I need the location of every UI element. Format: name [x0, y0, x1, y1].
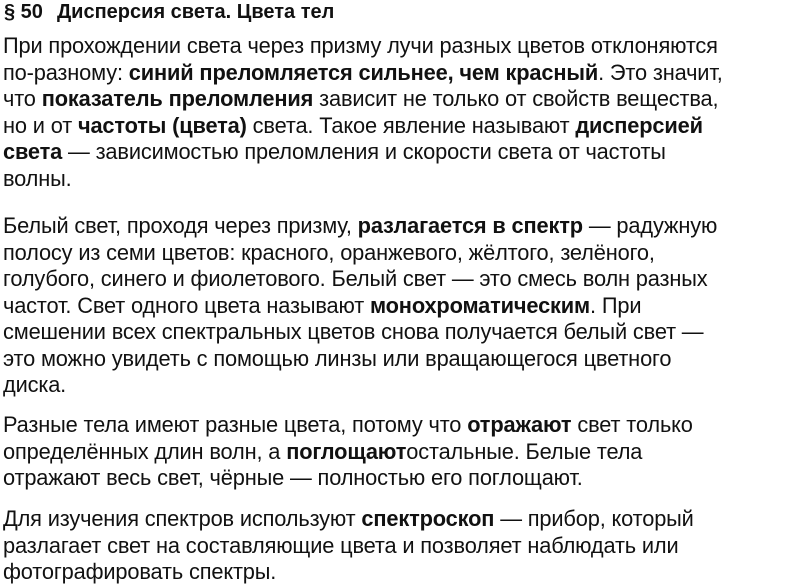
text-run: . Это значит,: [598, 59, 723, 85]
text-run: Белый свет, проходя через призму,: [3, 213, 358, 238]
text-run: диска.: [3, 372, 67, 397]
text-run: но и от: [3, 112, 78, 138]
text-run: Разные тела имеют разные цвета, потому что: [3, 412, 468, 437]
text-line: [3, 465, 799, 492]
paragraph-spectroscope: [3, 506, 799, 586]
section-heading: [4, 0, 334, 24]
text-run: голубого, синего и фиолетового. Белый свет — это смесь волн разных: [3, 266, 708, 291]
bold-term: разлагается в спектр: [357, 213, 583, 238]
text-line: [3, 266, 799, 293]
text-line: [3, 533, 799, 560]
text-line: [3, 86, 799, 113]
text-run: зависит не только от свойств вещества,: [313, 86, 719, 111]
text-line: [3, 113, 799, 140]
text-run: фотографировать спектры.: [3, 559, 277, 584]
text-line: [3, 372, 799, 399]
text-run: частот. Свет одного цвета называют: [3, 292, 370, 318]
text-run: волны.: [3, 165, 72, 191]
text-line: [3, 139, 799, 166]
text-run: света. Такое явление называют: [246, 112, 576, 138]
bold-term: синий преломляется сильнее, чем красный: [128, 59, 599, 85]
text-run: по-разному:: [3, 59, 129, 85]
text-run: Для изучения спектров используют: [3, 506, 362, 531]
text-run: отражают весь свет, чёрные — полностью его поглощают.: [3, 465, 583, 490]
text-line: [3, 240, 799, 267]
text-run: это можно увидеть с помощью линзы или вращающегося цветного: [3, 345, 672, 371]
text-line: [3, 319, 799, 346]
text-run: При прохождении света через призму лучи разных цветов отклоняются: [3, 33, 718, 58]
text-run: свет только: [571, 412, 693, 437]
text-run: — радужную: [582, 213, 718, 238]
paragraph-dispersion: [3, 33, 799, 192]
bold-term: отражают: [467, 412, 572, 437]
text-line: [3, 166, 799, 193]
text-line: [3, 559, 799, 586]
bold-term: спектроскоп: [361, 506, 495, 531]
bold-term: света: [3, 139, 63, 164]
text-run: остальные. Белые тела: [406, 438, 643, 464]
section-title: Дисперсия света. Цвета тел: [56, 1, 335, 23]
text-run: — прибор, который: [494, 506, 694, 531]
text-line: [3, 213, 799, 240]
text-line: [3, 293, 799, 320]
text-line: [3, 506, 799, 533]
bold-term: поглощают: [286, 438, 407, 464]
section-number: § 50: [4, 1, 43, 23]
text-run: полосу из семи цветов: красного, оранжевого, жёлтого, зелёного,: [3, 239, 655, 265]
text-line: [3, 33, 799, 60]
text-line: [3, 346, 799, 373]
text-run: определённых длин волн, а: [3, 438, 287, 464]
text-run: . При: [590, 292, 642, 318]
text-run: разлагает свет на составляющие цвета и позволяет наблюдать или: [3, 532, 679, 558]
text-run: — зависимостью преломления и скорости света от частоты: [62, 139, 666, 164]
text-run: что: [3, 86, 42, 111]
text-line: [3, 60, 799, 87]
paragraph-white-light: [3, 213, 799, 399]
bold-term: показатель преломления: [41, 86, 314, 111]
text-run: смешении всех спектральных цветов снова получается белый свет —: [3, 319, 704, 344]
text-line: [3, 412, 799, 439]
bold-term: дисперсией: [575, 112, 703, 138]
text-line: [3, 439, 799, 466]
bold-term: монохроматическим: [369, 292, 591, 318]
paragraph-body-colors: [3, 412, 799, 492]
bold-term: частоты (цвета): [77, 112, 247, 138]
